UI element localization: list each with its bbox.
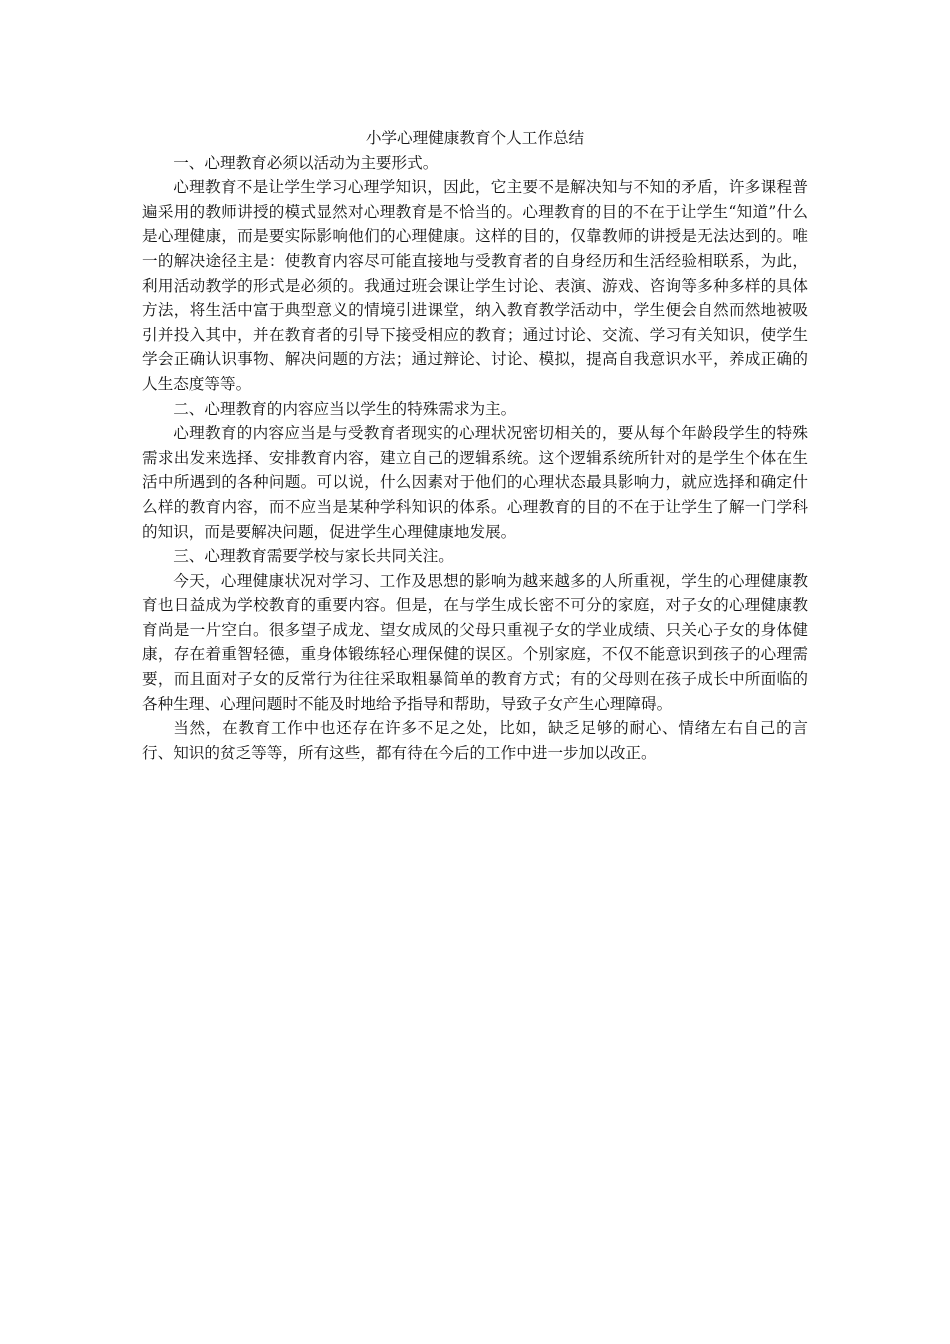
section-heading-3: 三、心理教育需要学校与家长共同关注。 bbox=[173, 547, 454, 566]
closing-paragraph: 当然，在教育工作中也还存在许多不足之处，比如，缺乏足够的耐心、情绪左右自己的言行、知识的贫乏等等，所有这些，都有待在今后的工作中进一步加以改正。 bbox=[142, 719, 808, 762]
section-paragraph-2: 心理教育的内容应当是与受教育者现实的心理状况密切相关的，要从每个年龄段学生的特殊需求出发来选择、安排教育内容，建立自己的逻辑系统。这个逻辑系统所针对的是学生个体在生活中所遇到的各种问题。可以说，什么因素对于他们的心理状态最具影响力，就应选择和确定什么样的教育内容，而不应当是某种学科知识的体系。心理教育的目的不在于让学生了解一门学科的知识，而是要解决问题，促进学生心理健康地发展。 bbox=[142, 424, 808, 541]
document-title: 小学心理健康教育个人工作总结 bbox=[365, 129, 585, 147]
section-heading-2: 二、心理教育的内容应当以学生的特殊需求为主。 bbox=[173, 399, 517, 418]
section-heading-1: 一、心理教育必须以活动为主要形式。 bbox=[173, 153, 439, 172]
section-paragraph-3: 今天，心理健康状况对学习、工作及思想的影响为越来越多的人所重视，学生的心理健康教育也日益成为学校教育的重要内容。但是，在与学生成长密不可分的家庭，对子女的心理健康教育尚是一片空白。很多望子成龙、望女成凤的父母只重视子女的学业成绩、只关心子女的身体健康，存在着重智轻德，重身体锻练轻心理保健的误区。个别家庭，不仅不能意识到孩子的心理需要，而且面对子女的反常行为往往采取粗暴简单的教育方式；有的父母则在孩子成长中所面临的各种生理、心理问题时不能及时地给予指导和帮助，导致子女产生心理障碍。 bbox=[142, 571, 808, 713]
document-body bbox=[142, 126, 808, 765]
section-paragraph-1: 心理教育不是让学生学习心理学知识，因此，它主要不是解决知与不知的矛盾，许多课程普遍采用的教师讲授的模式显然对心理教育是不恰当的。心理教育的目的不在于让学生“知道”什么是心理健康，而是要实际影响他们的心理健康。这样的目的，仅靠教师的讲授是无法达到的。唯一的解决途径主是：使教育内容尽可能直接地与受教育者的自身经历和生活经验相联系，为此，利用活动教学的形式是必须的。我通过班会课让学生讨论、表演、游戏、咨询等多种多样的具体方法，将生活中富于典型意义的情境引进课堂，纳入教育教学活动中，学生便会自然而然地被吸引并投入其中，并在教育者的引导下接受相应的教育；通过讨论、交流、学习有关知识，使学生学会正确认识事物、解决问题的方法；通过辩论、讨论、模拟，提高自我意识水平，养成正确的人生态度等等。 bbox=[142, 178, 808, 393]
